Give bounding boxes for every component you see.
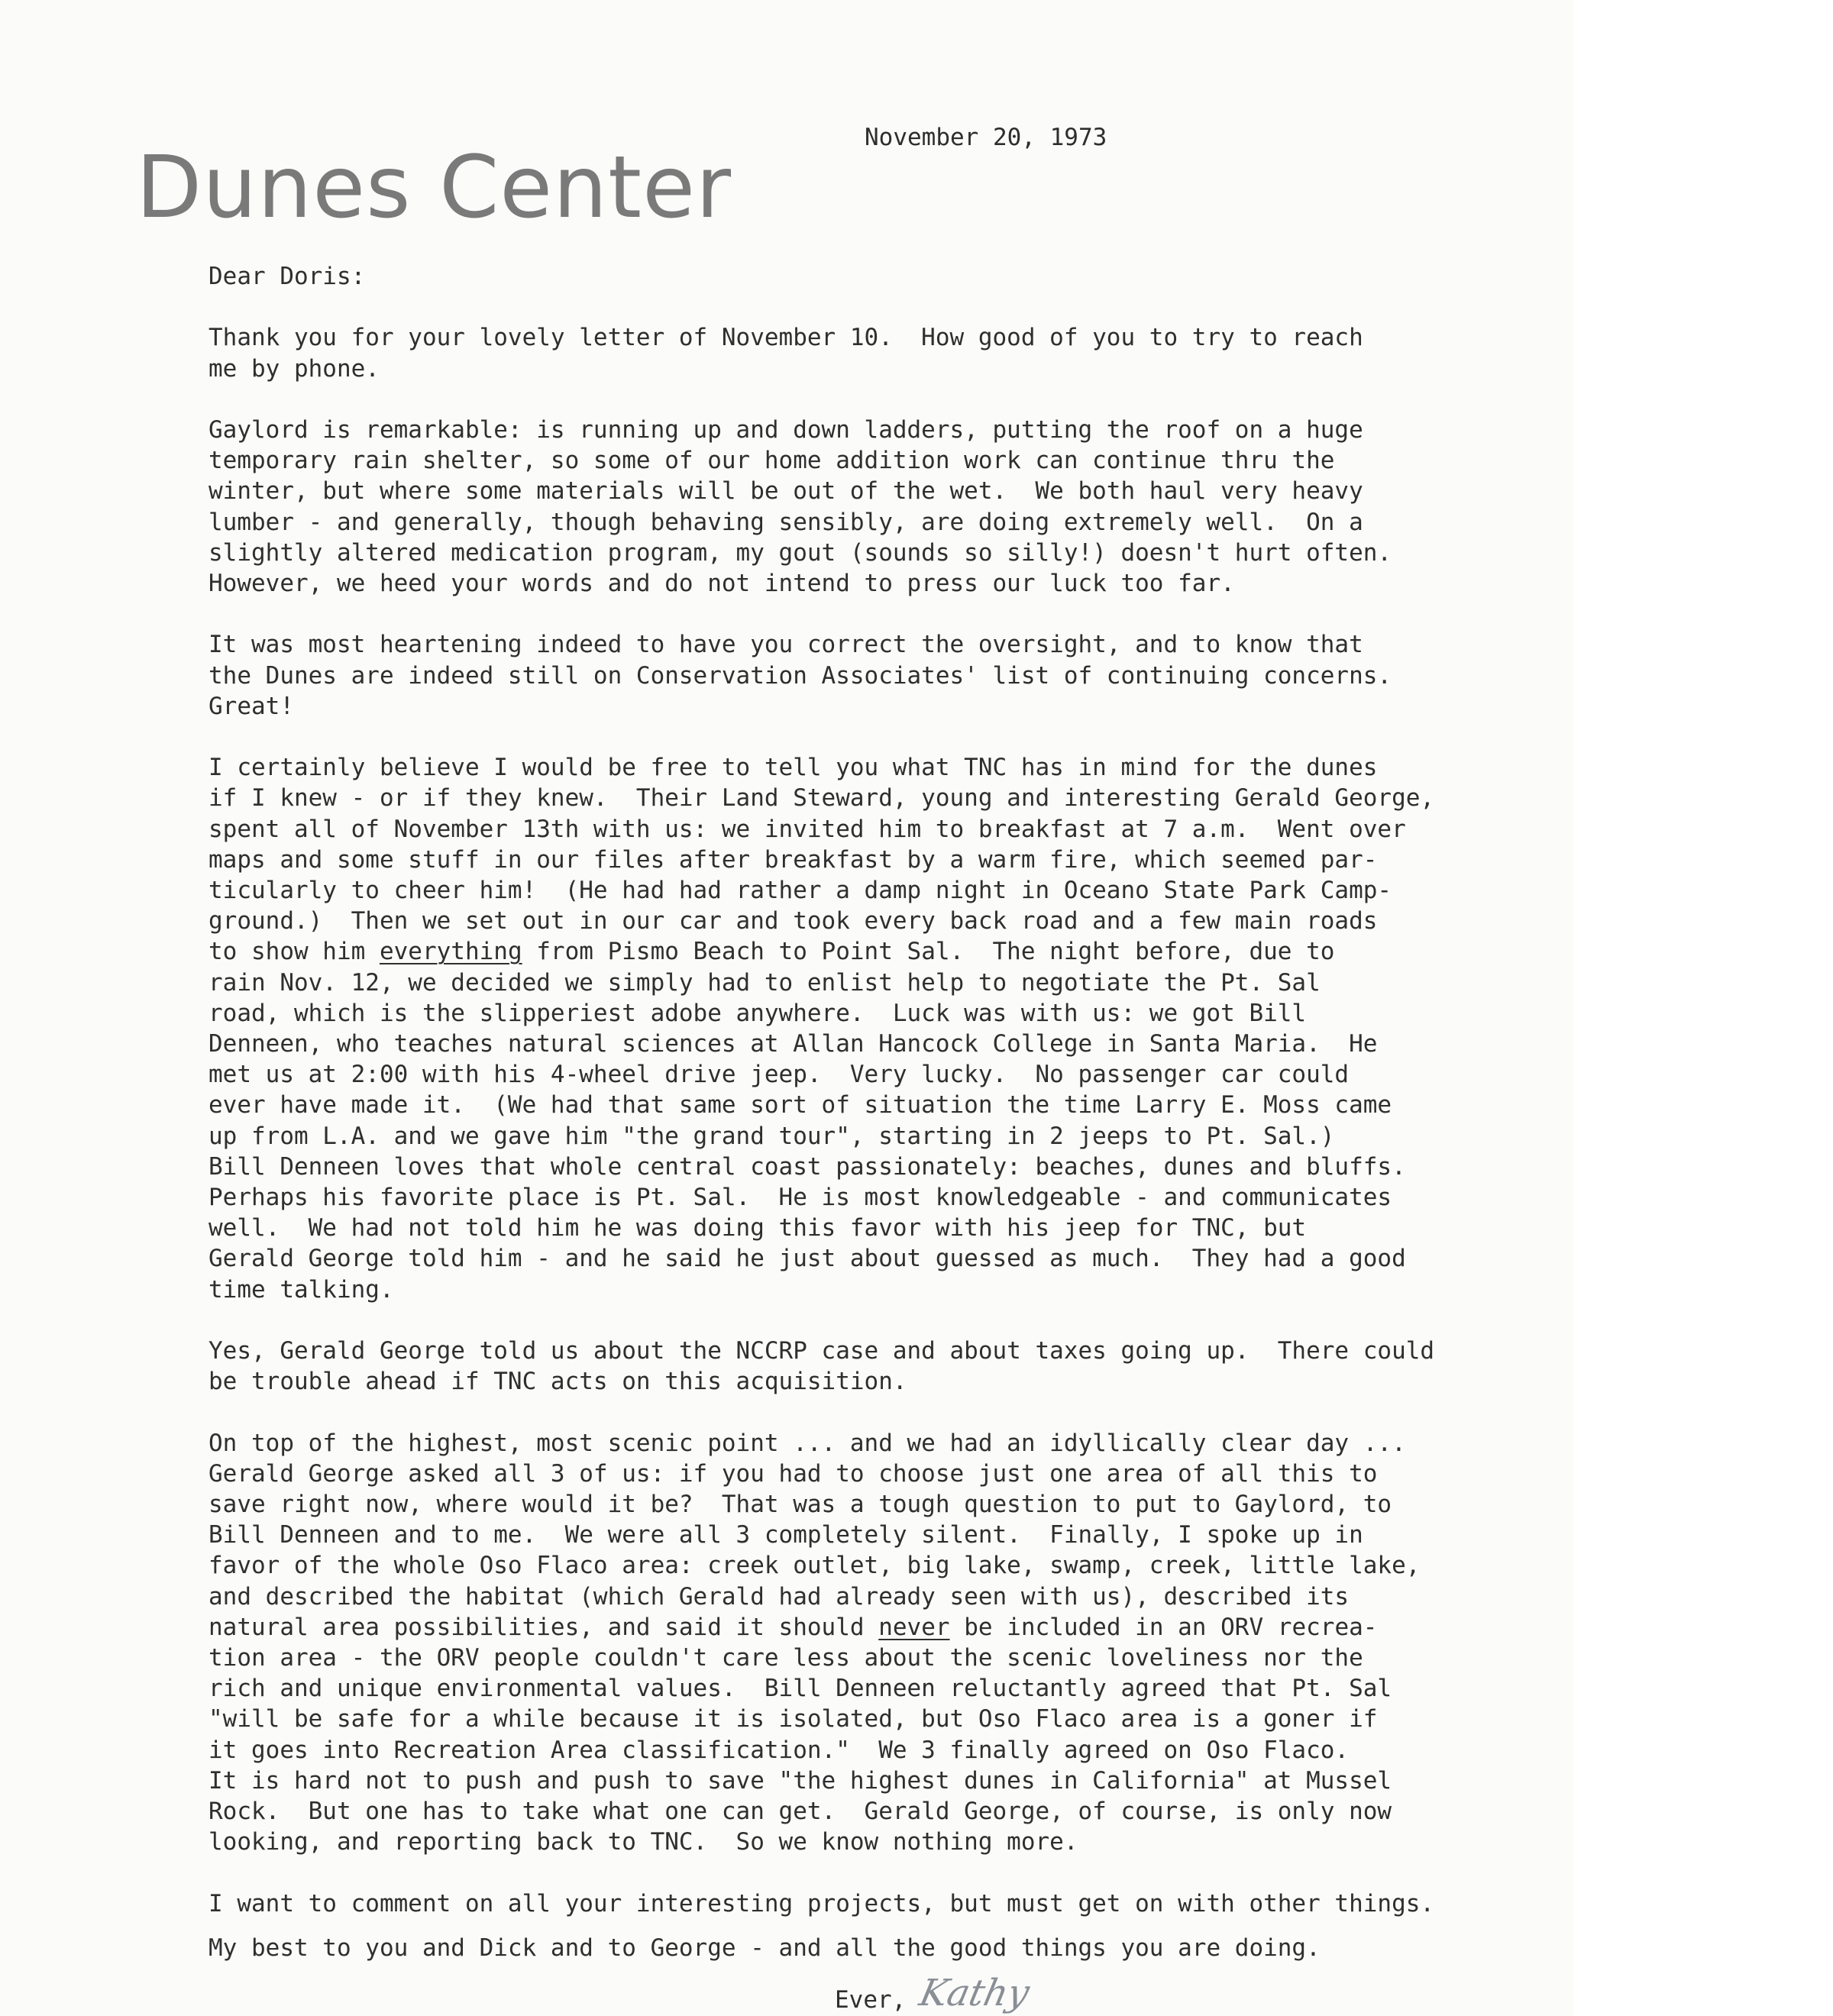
text-line: slightly altered medication program, my gout (sounds so silly!) doesn't hurt often.	[209, 538, 1392, 567]
paragraph	[209, 415, 1553, 599]
text-line: it goes into Recreation Area classification." We 3 finally agreed on Oso Flaco.	[209, 1736, 1350, 1764]
text-line: Thank you for your lovely letter of November 10. How good of you to try to reach	[209, 324, 1363, 352]
text-line: time talking.	[209, 1275, 394, 1304]
text-line: Great!	[209, 692, 294, 720]
text-line: road, which is the slipperiest adobe anywhere. Luck was with us: we got Bill	[209, 999, 1307, 1027]
text-line: Rock. But one has to take what one can get. Gerald George, of course, is only now	[209, 1798, 1392, 1826]
text-line: be trouble ahead if TNC acts on this acquisition.	[209, 1368, 907, 1396]
text-line: rain Nov. 12, we decided we simply had to enlist help to negotiate the Pt. Sal	[209, 968, 1321, 997]
paragraphs	[209, 322, 1553, 1857]
text-line: I certainly believe I would be free to tell you what TNC has in mind for the dunes	[209, 754, 1378, 782]
text-line: and described the habitat (which Gerald had already seen with us), described its	[209, 1582, 1350, 1611]
text-line: Gerald George asked all 3 of us: if you had to choose just one area of all this to	[209, 1459, 1378, 1488]
text-line: save right now, where would it be? That was a tough question to put to Gaylord, to	[209, 1491, 1392, 1519]
signoff: Ever,	[835, 1986, 907, 2014]
text-line: winter, but where some materials will be out of the wet. We both haul very heavy	[209, 477, 1363, 506]
paragraph	[209, 752, 1553, 1305]
text-line: up from L.A. and we gave him "the grand tour", starting in 2 jeeps to Pt. Sal.)	[209, 1122, 1335, 1150]
handwritten-signature: Kathy	[916, 1972, 1033, 2014]
text-line: It was most heartening indeed to have you correct the oversight, and to know that	[209, 631, 1363, 659]
letter-body	[209, 261, 1553, 1977]
letter-date: November 20, 1973	[865, 124, 1107, 151]
closing-line: I want to comment on all your interesting projects, but must get on with other things.	[209, 1889, 1435, 1917]
text-line: favor of the whole Oso Flaco area: creek outlet, big lake, swamp, creek, little lake,	[209, 1552, 1421, 1580]
text-line: me by phone.	[209, 354, 380, 383]
text-line: ever have made it. (We had that same sort of situation the time Larry E. Moss came	[209, 1091, 1392, 1119]
text-line: Bill Denneen and to me. We were all 3 completely silent. Finally, I spoke up in	[209, 1521, 1363, 1549]
text-line: looking, and reporting back to TNC. So we know nothing more.	[209, 1828, 1078, 1856]
text-line: ticularly to cheer him! (He had had rather a damp night in Oceano State Park Camp-	[209, 877, 1392, 904]
closing-lines	[209, 1888, 1553, 1963]
paragraph	[209, 1336, 1553, 1397]
text-line: the Dunes are indeed still on Conservation Associates' list of continuing concerns.	[209, 661, 1392, 690]
underlined-word: never	[878, 1613, 950, 1641]
text-line: On top of the highest, most scenic point ... and we had an idyllically clear day ...	[209, 1429, 1406, 1457]
text-line: tion area - the ORV people couldn't care less about the scenic loveliness nor the	[209, 1644, 1363, 1672]
paragraph	[209, 1428, 1553, 1858]
paragraph	[209, 629, 1553, 722]
dunes-center-watermark: Dunes Center	[136, 138, 732, 237]
text-line: Gaylord is remarkable: is running up and down ladders, putting the roof on a huge	[209, 415, 1363, 444]
text-line: to show him everything from Pismo Beach to Point Sal. The night before, due to	[209, 938, 1335, 966]
text-line: well. We had not told him he was doing this favor with his jeep for TNC, but	[209, 1214, 1307, 1242]
text-line: Denneen, who teaches natural sciences at Allan Hancock College in Santa Maria. He	[209, 1030, 1378, 1058]
text-line: It is hard not to push and push to save "the highest dunes in California" at Mussel	[209, 1766, 1392, 1795]
text-line: Bill Denneen loves that whole central coast passionately: beaches, dunes and bluffs.	[209, 1152, 1406, 1181]
text-line: if I knew - or if they knew. Their Land Steward, young and interesting Gerald George,	[209, 784, 1435, 813]
closing-line: My best to you and Dick and to George - and all the good things you are doing.	[209, 1934, 1321, 1962]
salutation: Dear Doris:	[209, 263, 366, 290]
text-line: temporary rain shelter, so some of our home addition work can continue thru the	[209, 447, 1335, 475]
paragraph	[209, 322, 1553, 383]
text-line: "will be safe for a while because it is isolated, but Oso Flaco area is a goner if	[209, 1705, 1378, 1733]
text-line: lumber - and generally, though behaving sensibly, are doing extremely well. On a	[209, 508, 1363, 536]
text-line: natural area possibilities, and said it should never be included in an ORV recrea-	[209, 1613, 1378, 1641]
text-line: rich and unique environmental values. Bill Denneen reluctantly agreed that Pt. Sal	[209, 1675, 1392, 1703]
text-line: met us at 2:00 with his 4-wheel drive jeep. Very lucky. No passenger car could	[209, 1061, 1350, 1089]
text-line: Perhaps his favorite place is Pt. Sal. He is most knowledgeable - and communicates	[209, 1184, 1392, 1212]
text-line: ground.) Then we set out in our car and took every back road and a few main roads	[209, 907, 1378, 935]
text-line: Gerald George told him - and he said he just about guessed as much. They had a good	[209, 1245, 1406, 1273]
text-line: However, we heed your words and do not intend to press our luck too far.	[209, 570, 1235, 597]
text-line: spent all of November 13th with us: we invited him to breakfast at 7 a.m. Went over	[209, 815, 1406, 843]
text-line: maps and some stuff in our files after breakfast by a warm fire, which seemed par-	[209, 845, 1378, 874]
scan-margin	[1573, 0, 1833, 2016]
text-line: Yes, Gerald George told us about the NCCRP case and about taxes going up. There could	[209, 1337, 1435, 1365]
underlined-word: everything	[379, 938, 522, 966]
